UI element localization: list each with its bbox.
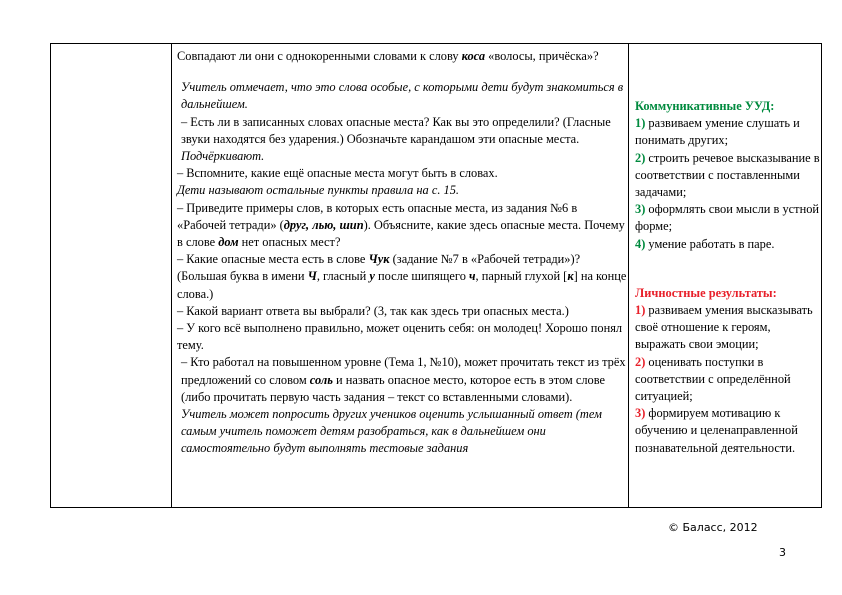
- personal-title: Личностные результаты:: [635, 285, 777, 300]
- uud-item: [635, 150, 821, 202]
- teacher-note-2: Учитель может попросить других учеников оценить услышанный ответ (тем самым учитель поможет детям разобраться, как в дальнейшем они самостоятельно будут выполнять тестовые задания: [181, 407, 602, 456]
- communicative-list: [635, 115, 821, 253]
- uud-item-number: 4): [635, 236, 646, 251]
- column-divider-right: [628, 44, 629, 507]
- paragraph-advanced: – Кто работал на повышенном уровне (Тема 1, №10), может прочитать текст из трёх предложений со словом соль и назвать опасное место, которое есть в этом слове (либо прочитать первую часть задания – текст со вставленными словами).: [181, 355, 626, 404]
- uud-item: [635, 236, 821, 253]
- paragraph-variant: – Какой вариант ответа вы выбрали? (3, так как здесь три опасных места.): [177, 303, 569, 318]
- paragraph-dangerous-places: – Есть ли в записанных словах опасные места? Как вы это определили? (Гласные звуки находятся без ударения.) Обозначьте карандашом эти опасные места.: [181, 114, 611, 146]
- uud-item-number: 1): [635, 116, 646, 131]
- children-answer: Дети называют остальные пункты правила на с. 15.: [177, 183, 460, 198]
- uud-item-text: развиваем умение слушать и понимать других;: [635, 116, 800, 148]
- paragraph-remember: – Вспомните, какие ещё опасные места могут быть в словах.: [177, 166, 498, 181]
- uud-item-number: 3): [635, 406, 646, 421]
- page-number: 3: [779, 546, 786, 559]
- uud-item-number: 1): [635, 303, 646, 318]
- uud-item: [635, 201, 821, 235]
- uud-item-text: оформлять свои мысли в устной форме;: [635, 202, 820, 234]
- uud-item-number: 3): [635, 202, 646, 217]
- communicative-title: Коммуникативные УУД:: [635, 99, 775, 113]
- uud-item-text: формируем мотивацию к обучению и целенаправленной познавательной деятельности.: [635, 406, 798, 455]
- uud-item-number: 2): [635, 354, 646, 369]
- lesson-table: [50, 43, 822, 508]
- uud-item-number: 2): [635, 150, 646, 165]
- lesson-content-column: [177, 48, 627, 458]
- uud-item-text: умение работать в паре.: [645, 236, 775, 251]
- personal-list: [635, 302, 821, 457]
- teacher-note: Учитель отмечает, что это слова особые, с которыми дети будут знакомиться в дальнейшем.: [181, 80, 624, 112]
- uud-item: [635, 302, 821, 354]
- uud-item: [635, 354, 821, 406]
- copyright: © Баласс, 2012: [668, 521, 758, 534]
- uud-item: [635, 115, 821, 149]
- uud-item-text: оценивать поступки в соответствии с определённой ситуацией;: [635, 354, 791, 404]
- paragraph-chuk: – Какие опасные места есть в слове Чук (задание №7 в «Рабочей тетради»)? (Большая буква в имени Ч, гласный у после шипящего ч, парный глухой [к] на конце слова.): [177, 252, 627, 301]
- student-action: Подчёркивают.: [181, 149, 265, 164]
- uud-column: [635, 98, 821, 457]
- uud-item: [635, 405, 821, 457]
- column-divider-left: [171, 44, 172, 507]
- paragraph-self-assess: – У кого всё выполнено правильно, может оценить себя: он молодец! Хорошо понял тему.: [177, 321, 623, 353]
- uud-item-text: развиваем умения высказывать своё отношение к героям, выражать свои эмоции;: [635, 303, 813, 352]
- paragraph-examples: – Приведите примеры слов, в которых есть опасные места, из задания №6 в «Рабочей тетради» (друг, лью, шип). Объясните, какие здесь опасные места. Почему в слове дом нет опасных мест?: [177, 200, 625, 250]
- uud-item-text: строить речевое высказывание в соответствии с поставленными задачами;: [635, 150, 820, 200]
- paragraph-question: Совпадают ли они с однокоренными словами к слову коса «волосы, причёска»?: [177, 49, 599, 63]
